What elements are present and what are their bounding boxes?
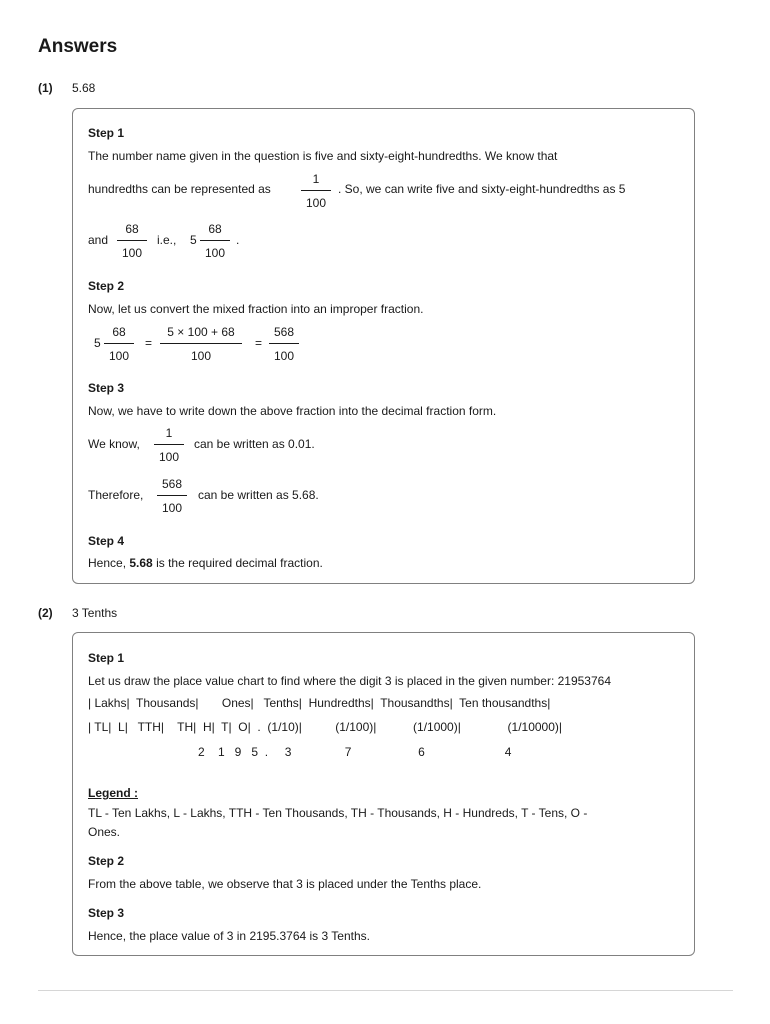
q1-step3-know-tail: can be written as 0.01. — [194, 437, 315, 451]
q1-period: . — [236, 233, 240, 247]
legend-text-2: Ones. — [88, 825, 121, 839]
q2-step3-text: Hence, the place value of 3 in 2195.3764 is 3 Tenths. — [88, 929, 370, 943]
q1-step1-text2: hundredths can be represented as — [88, 182, 271, 196]
page-title: Answers — [38, 36, 118, 57]
numerator: 68 — [125, 222, 139, 236]
place-value-chart-subheader: | TL| L| TTH| TH| H| T| O| . (1/10)| (1/100)| (1/1000)| (1/10000)| — [88, 720, 563, 734]
q1-and: and — [88, 233, 109, 247]
q2-step2-label: Step 2 — [88, 854, 125, 868]
q1-step3-therefore: Therefore, — [88, 488, 144, 502]
answer-2: 3 Tenths — [72, 606, 118, 620]
q1-fraction-68-100 — [117, 222, 147, 260]
numerator: 5 × 100 + 68 — [167, 325, 235, 339]
q1-step4-text — [88, 556, 323, 570]
bold-answer: 5.68 — [129, 556, 153, 570]
legend-label: Legend : — [88, 786, 138, 800]
q1-step3-know: We know, — [88, 437, 140, 451]
denominator: 100 — [158, 450, 180, 464]
q1-step1-text: The number name given in the question is five and sixty-eight-hundredths. We know that — [88, 149, 558, 163]
q1-step2-fraction-c — [269, 325, 299, 363]
q1-step2-equals-2: = — [255, 336, 263, 350]
denominator: 100 — [204, 246, 226, 260]
q1-step2-text: Now, let us convert the mixed fraction into an improper fraction. — [88, 302, 424, 316]
q1-step2-equals-1: = — [145, 336, 153, 350]
q1-step3-therefore-tail: can be written as 5.68. — [198, 488, 319, 502]
answer-1: 5.68 — [72, 81, 96, 95]
q1-whole-5: 5 — [190, 233, 197, 247]
numerator: 68 — [112, 325, 126, 339]
footer-divider — [38, 990, 733, 991]
q2-step1-text: Let us draw the place value chart to find where the digit 3 is placed in the given number: 21953764 — [88, 674, 612, 688]
denominator: 100 — [161, 501, 183, 515]
numerator: 68 — [208, 222, 222, 236]
q2-step3-label: Step 3 — [88, 906, 125, 920]
legend-text: TL - Ten Lakhs, L - Lakhs, TTH - Ten Thousands, TH - Thousands, H - Hundreds, T - Tens, O - — [88, 806, 588, 820]
numerator: 1 — [312, 172, 320, 186]
q2-step1-label: Step 1 — [88, 651, 125, 665]
denominator: 100 — [108, 349, 130, 363]
q1-step3-label: Step 3 — [88, 381, 125, 395]
q1-fraction-68-100-b — [200, 222, 230, 260]
question-number-1: (1) — [38, 81, 53, 95]
q1-step4-label: Step 4 — [88, 534, 125, 548]
denominator: 100 — [305, 196, 327, 210]
numerator: 568 — [273, 325, 295, 339]
denominator: 100 — [273, 349, 295, 363]
q2-step2-text: From the above table, we observe that 3 is placed under the Tenths place. — [88, 877, 482, 891]
q1-step2-label: Step 2 — [88, 279, 125, 293]
q1-step3-fraction-1 — [154, 426, 184, 464]
place-value-chart-digits: 2 1 9 5 . 3 7 6 4 — [198, 745, 512, 759]
question-number-2: (2) — [38, 606, 53, 620]
q1-fraction-1-100 — [301, 172, 331, 210]
numerator: 1 — [165, 426, 173, 440]
q1-step3-text: Now, we have to write down the above fraction into the decimal fraction form. — [88, 404, 497, 418]
required-text: is the required decimal fraction. — [156, 556, 323, 570]
q1-step1-label: Step 1 — [88, 126, 125, 140]
q1-step2-fraction-a — [104, 325, 134, 363]
hence: Hence, — [88, 556, 127, 570]
q1-step2-fraction-b — [160, 325, 242, 363]
denominator: 100 — [190, 349, 212, 363]
q1-step3-fraction-2 — [157, 477, 187, 515]
numerator: 568 — [161, 477, 183, 491]
q1-ie: i.e., — [157, 233, 177, 247]
denominator: 100 — [121, 246, 143, 260]
q1-step2-whole: 5 — [94, 336, 101, 350]
place-value-chart-header: | Lakhs| Thousands| Ones| Tenths| Hundredths| Thousandths| Ten thousandths| — [88, 696, 551, 710]
q1-step1-text3: . So, we can write five and sixty-eight-hundredths as 5 — [338, 182, 626, 196]
